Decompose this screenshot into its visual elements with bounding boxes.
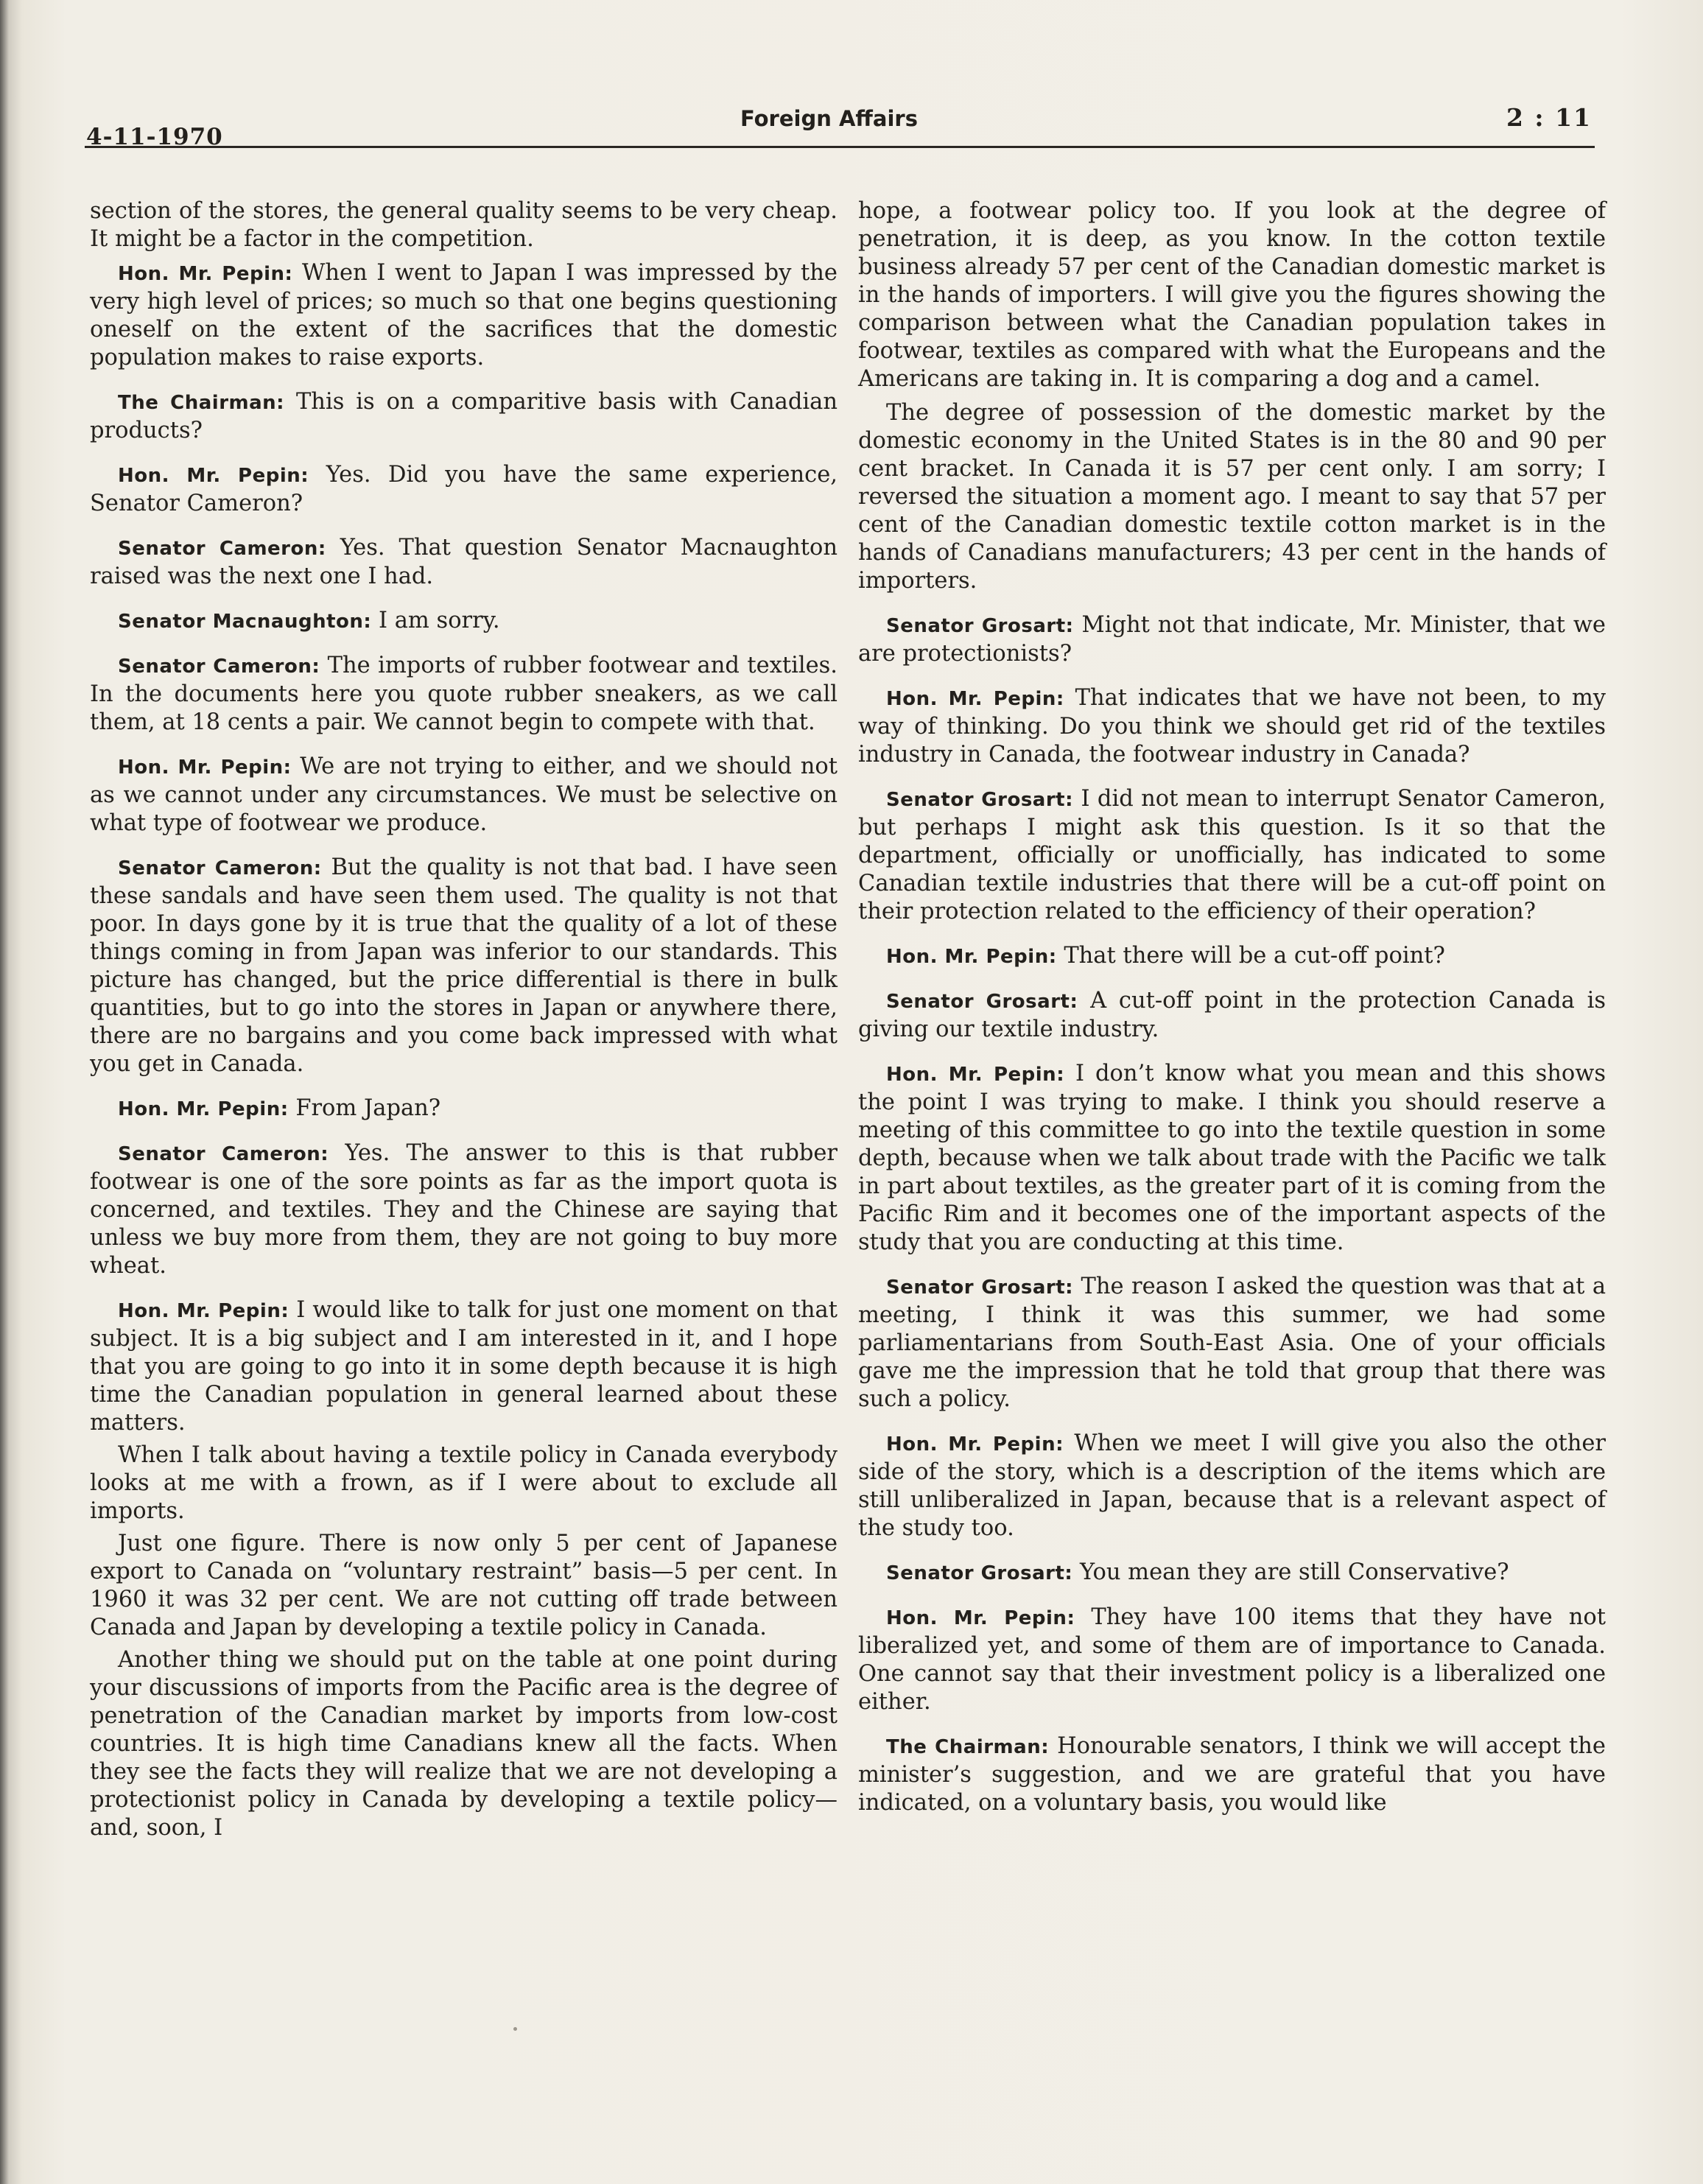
speaker-label: Hon. Mr. Pepin: xyxy=(886,688,1064,710)
paragraph-text: The degree of possession of the domestic market by the domestic economy in the United States is in the 80 and 90 per cent bracket. In Canada it is 57 per cent only. I am sorry; I reversed the situation a moment ago. I meant to say that 57 per cent of the Canadian domestic textile cotton market is in the hands of Canadians manufacturers; 43 per cent in the hands of importers. xyxy=(858,400,1606,594)
paragraph-text: That indicates that we have not been, to my way of thinking. Do you think we should get rid of the textiles industry in Canada, the footwear industry in Canada? xyxy=(858,685,1606,768)
paragraph-text: I don’t know what you mean and this shows the point I was trying to make. I think you should reserve a meeting of this committee to go into the textile question in some depth, because when we talk about trade with the Pacific we talk in part about textiles, as the greater part of it is coming from the Pacific Rim and it becomes one of the important aspects of the study that you are conducting at this time. xyxy=(858,1061,1606,1255)
speaker-label: Hon. Mr. Pepin: xyxy=(886,946,1057,968)
speaker-label: Hon. Mr. Pepin: xyxy=(118,263,293,285)
left-column xyxy=(90,197,838,1847)
paragraph xyxy=(90,753,838,838)
paragraph xyxy=(90,259,838,372)
paragraph-text: Just one figure. There is now only 5 per cent of Japanese export to Canada on “voluntary restraint” basis—5 per cent. In 1960 it was 32 per cent. We are not cutting off trade between Canada and Japan by developing a textile policy in Canada. xyxy=(90,1531,838,1640)
paragraph xyxy=(90,388,838,445)
paragraph-text: Might not that indicate, Mr. Minister, that we are protectionists? xyxy=(858,612,1606,667)
paragraph-text: This is on a comparitive basis with Canadian products? xyxy=(90,389,838,443)
paragraph xyxy=(90,534,838,591)
paragraph xyxy=(858,942,1606,971)
paragraph-text: You mean they are still Conservative? xyxy=(1079,1559,1509,1585)
paragraph xyxy=(90,1095,838,1123)
paragraph-text: They have 100 items that they have not liberalized yet, and some of them are of importance to Canada. One cannot say that their investment policy is a liberalized one either. xyxy=(858,1604,1606,1715)
speaker-label: Senator Cameron: xyxy=(118,1143,329,1165)
paragraph-text: We are not trying to either, and we should not as we cannot under any circumstances. We must be selective on what type of footwear we produce. xyxy=(90,754,838,836)
paper-speck xyxy=(513,2027,517,2031)
header-page-number: 2 : 11 xyxy=(1506,103,1592,132)
paragraph xyxy=(858,785,1606,926)
speaker-label: Senator Grosart: xyxy=(886,615,1074,637)
paragraph-text: Another thing we should put on the table at one point during your discussions of imports from the Pacific area is the degree of penetration of the Canadian market by imports from low-cost countries. It is high time Canadians knew all the facts. When they see the facts they will realize that we are not developing a protectionist policy in Canada by developing a textile policy—and, soon, I xyxy=(90,1647,838,1841)
header-date: 4-11-1970 xyxy=(86,124,223,150)
speaker-label: Senator Cameron: xyxy=(118,857,322,879)
speaker-label: Hon. Mr. Pepin: xyxy=(118,1098,289,1120)
paragraph xyxy=(90,197,838,253)
speaker-label: Senator Grosart: xyxy=(886,1562,1073,1584)
paragraph-text: Honourable senators, I think we will accept the minister’s suggestion, and we are grateful that you have indicated, on a voluntary basis, you would like xyxy=(858,1733,1606,1816)
paragraph xyxy=(90,1442,838,1525)
paragraph xyxy=(858,611,1606,668)
paragraph-text: I am sorry. xyxy=(379,608,500,633)
paragraph xyxy=(858,1060,1606,1257)
speaker-label: Hon. Mr. Pepin: xyxy=(118,465,309,487)
paragraph-text: A cut-off point in the protection Canada is giving our textile industry. xyxy=(858,988,1606,1042)
speaker-label: The Chairman: xyxy=(118,392,285,414)
speaker-label: Hon. Mr. Pepin: xyxy=(118,756,292,779)
paragraph xyxy=(858,1559,1606,1587)
speaker-label: Senator Grosart: xyxy=(886,991,1078,1013)
paragraph-text: When I went to Japan I was impressed by the very high level of prices; so much so that one begins questioning oneself on the extent of the sacrifices that the domestic population makes to raise exports. xyxy=(90,260,838,371)
paragraph xyxy=(90,1646,838,1842)
speaker-label: Senator Macnaughton: xyxy=(118,611,372,633)
paragraph xyxy=(90,1140,838,1280)
paragraph xyxy=(858,1273,1606,1414)
paragraph xyxy=(858,1732,1606,1817)
paragraph xyxy=(858,987,1606,1044)
speaker-label: Senator Cameron: xyxy=(118,538,326,560)
paragraph-text: The imports of rubber footwear and textiles. In the documents here you quote rubber sneakers, as we call them, at 18 cents a pair. We cannot begin to compete with that. xyxy=(90,653,838,735)
paragraph xyxy=(90,1296,838,1437)
paragraph xyxy=(858,1430,1606,1542)
paragraph-text: Yes. That question Senator Macnaughton raised was the next one I had. xyxy=(90,535,838,589)
paragraph-text: Yes. Did you have the same experience, Senator Cameron? xyxy=(90,462,838,516)
speaker-label: Hon. Mr. Pepin: xyxy=(886,1433,1064,1456)
speaker-label: Senator Grosart: xyxy=(886,789,1074,811)
speaker-label: Hon. Mr. Pepin: xyxy=(118,1300,289,1322)
paragraph xyxy=(858,684,1606,769)
paragraph-text: From Japan? xyxy=(295,1095,441,1121)
paragraph xyxy=(858,197,1606,393)
paragraph-text: When we meet I will give you also the other side of the story, which is a description of the items which are still unliberalized in Japan, because that is a relevant aspect of the study too. xyxy=(858,1430,1606,1541)
page-header xyxy=(85,102,1595,148)
paragraph-text: section of the stores, the general quality seems to be very cheap. It might be a factor in the competition. xyxy=(90,198,838,252)
paragraph xyxy=(858,1604,1606,1716)
paragraph-text: But the quality is not that bad. I have seen these sandals and have seen them used. The quality is not that poor. In days gone by it is true that the quality of a lot of these things coming in from Japan was inferior to our standards. This picture has changed, but the price differential is there in bulk quantities, but to go into the stores in Japan or anywhere there, there are no bargains and you come back impressed with what you get in Canada. xyxy=(90,854,838,1077)
speaker-label: Senator Cameron: xyxy=(118,656,320,678)
speaker-label: Senator Grosart: xyxy=(886,1277,1074,1299)
paragraph-text: Yes. The answer to this is that rubber footwear is one of the sore points as far as the import quota is concerned, and textiles. They and the Chinese are saying that unless we buy more from them, they are not going to buy more wheat. xyxy=(90,1140,838,1279)
speaker-label: Hon. Mr. Pepin: xyxy=(886,1607,1075,1629)
paragraph-text: I did not mean to interrupt Senator Cameron, but perhaps I might ask this question. Is it so that the department, officially or unofficially, has indicated to some Canadian textile industries that there will be a cut-off point on their protection related to the efficiency of their operation? xyxy=(858,786,1606,924)
paragraph xyxy=(90,607,838,636)
right-column xyxy=(858,197,1606,1833)
paragraph xyxy=(90,1530,838,1642)
paragraph-text: That there will be a cut-off point? xyxy=(1064,943,1445,969)
paragraph xyxy=(90,854,838,1078)
speaker-label: Hon. Mr. Pepin: xyxy=(886,1064,1065,1086)
header-title: Foreign Affairs xyxy=(740,106,918,131)
paragraph-text: hope, a footwear policy too. If you look at the degree of penetration, it is deep, as you know. In the cotton textile business already 57 per cent of the Canadian domestic market is in the hands of importers. I will give you the figures showing the comparison between what the Canadian population takes in footwear, textiles as compared with what the Europeans and the Americans are taking in. It is comparing a dog and a camel. xyxy=(858,198,1606,392)
paragraph-text: When I talk about having a textile policy in Canada everybody looks at me with a frown, as if I were about to exclude all imports. xyxy=(90,1442,838,1524)
paragraph xyxy=(90,652,838,737)
paragraph xyxy=(90,461,838,518)
paragraph xyxy=(858,399,1606,595)
paragraph-text: The reason I asked the question was that at a meeting, I think it was this summer, we had some parliamentarians from South-East Asia. One of your officials gave me the impression that he told that group that there was such a policy. xyxy=(858,1274,1606,1412)
paragraph-text: I would like to talk for just one moment on that subject. It is a big subject and I am interested in it, and I hope that you are going to go into it in some depth because it is high time the Canadian population in general learned about these matters. xyxy=(90,1297,838,1436)
speaker-label: The Chairman: xyxy=(886,1736,1050,1758)
